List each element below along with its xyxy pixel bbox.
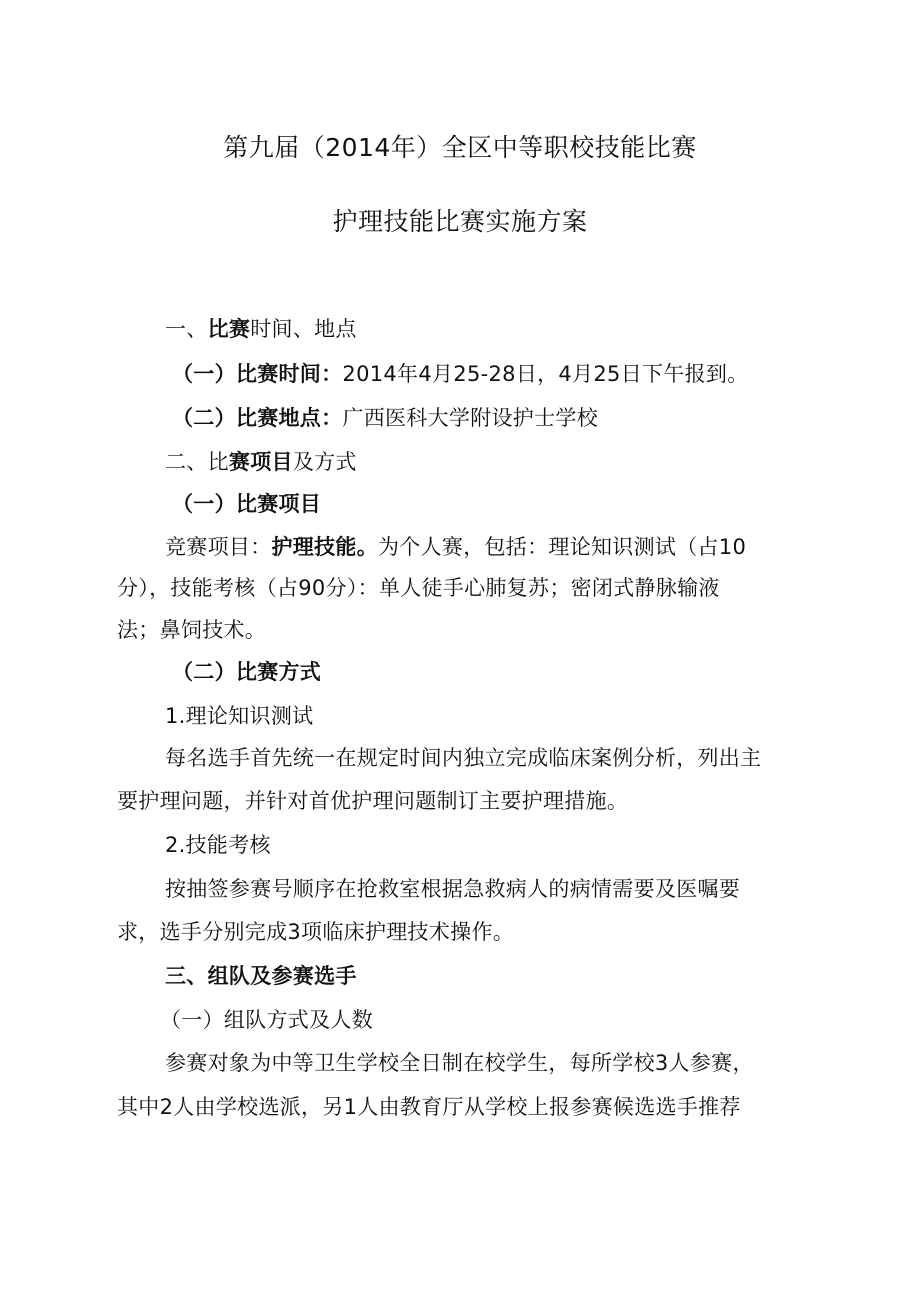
section2-sub1-prefix: （一）: [172, 492, 236, 516]
section1-heading-prefix: 一、: [165, 317, 208, 341]
para1-rest: 为个人赛，包括：理论知识测试（占10: [378, 535, 747, 559]
document-title-line1: 第九届（2014年）全区中等职校技能比赛: [223, 133, 697, 162]
section2-heading-rest: 及方式: [292, 450, 357, 474]
section1-item2-label: 比赛地点：: [235, 406, 343, 430]
section2-heading-bold: 赛项目: [228, 450, 293, 474]
document-title-line2: 护理技能比赛实施方案: [332, 207, 588, 236]
section2-sub1-title: 比赛项目: [235, 492, 322, 516]
section2-item2-line2: 求，选手分别完成3项临床护理技术操作。: [117, 920, 515, 944]
section2-item2-line1: 按抽签参赛号顺序在抢救室根据急救病人的病情需要及医嘱要: [165, 877, 741, 901]
section2-heading: [165, 448, 357, 476]
section2-para1-line2: 分），技能考核（占90分）：单人徒手心肺复苏；密闭式静脉输液: [117, 576, 720, 600]
section1-item2-prefix: （二）: [172, 406, 236, 430]
section1-item1-text: 2014年4月25-28日，4月25日下午报到。: [342, 362, 749, 386]
section1-item1-prefix: （一）: [172, 362, 236, 386]
para1-bold: 护理技能。: [271, 535, 378, 559]
section1-item2-text: 广西医科大学附设护士学校: [342, 406, 599, 430]
section2-para1-line3: 法；鼻饲技术。: [117, 618, 267, 642]
section2-sub2-title: 比赛方式: [235, 660, 322, 684]
section1-heading-bold: 比赛: [207, 317, 251, 341]
section3-heading: 三、组队及参赛选手: [165, 964, 357, 988]
section2-item1-title: 1.理论知识测试: [165, 704, 314, 728]
section2-para1-line1: [165, 533, 746, 561]
para1-label: 竞赛项目：: [165, 535, 272, 559]
section2-item2-title: 2.技能考核: [165, 833, 271, 857]
section3-para-line2: 其中2人由学校选派，另1人由教育厅从学校上报参赛候选选手推荐: [117, 1095, 741, 1119]
section1-item1: [172, 360, 749, 388]
section2-item1-line1: 每名选手首先统一在规定时间内独立完成临床案例分析，列出主: [165, 746, 762, 770]
section1-item1-label: 比赛时间：: [235, 362, 343, 386]
section1-item2: [172, 404, 598, 432]
section3-para-line1: 参赛对象为中等卫生学校全日制在校学生，每所学校3人参赛，: [165, 1051, 754, 1075]
section1-heading-rest: 时间、地点: [250, 317, 357, 341]
section2-heading-prefix: 二、比: [165, 450, 229, 474]
section2-sub2: [172, 658, 321, 686]
section2-item1-line2: 要护理问题，并针对首优护理问题制订主要护理措施。: [117, 789, 629, 813]
section2-sub1: [172, 490, 321, 518]
section2-sub2-prefix: （二）: [172, 660, 236, 684]
section3-sub1: （一）组队方式及人数: [160, 1008, 373, 1032]
section1-heading: [165, 315, 357, 343]
